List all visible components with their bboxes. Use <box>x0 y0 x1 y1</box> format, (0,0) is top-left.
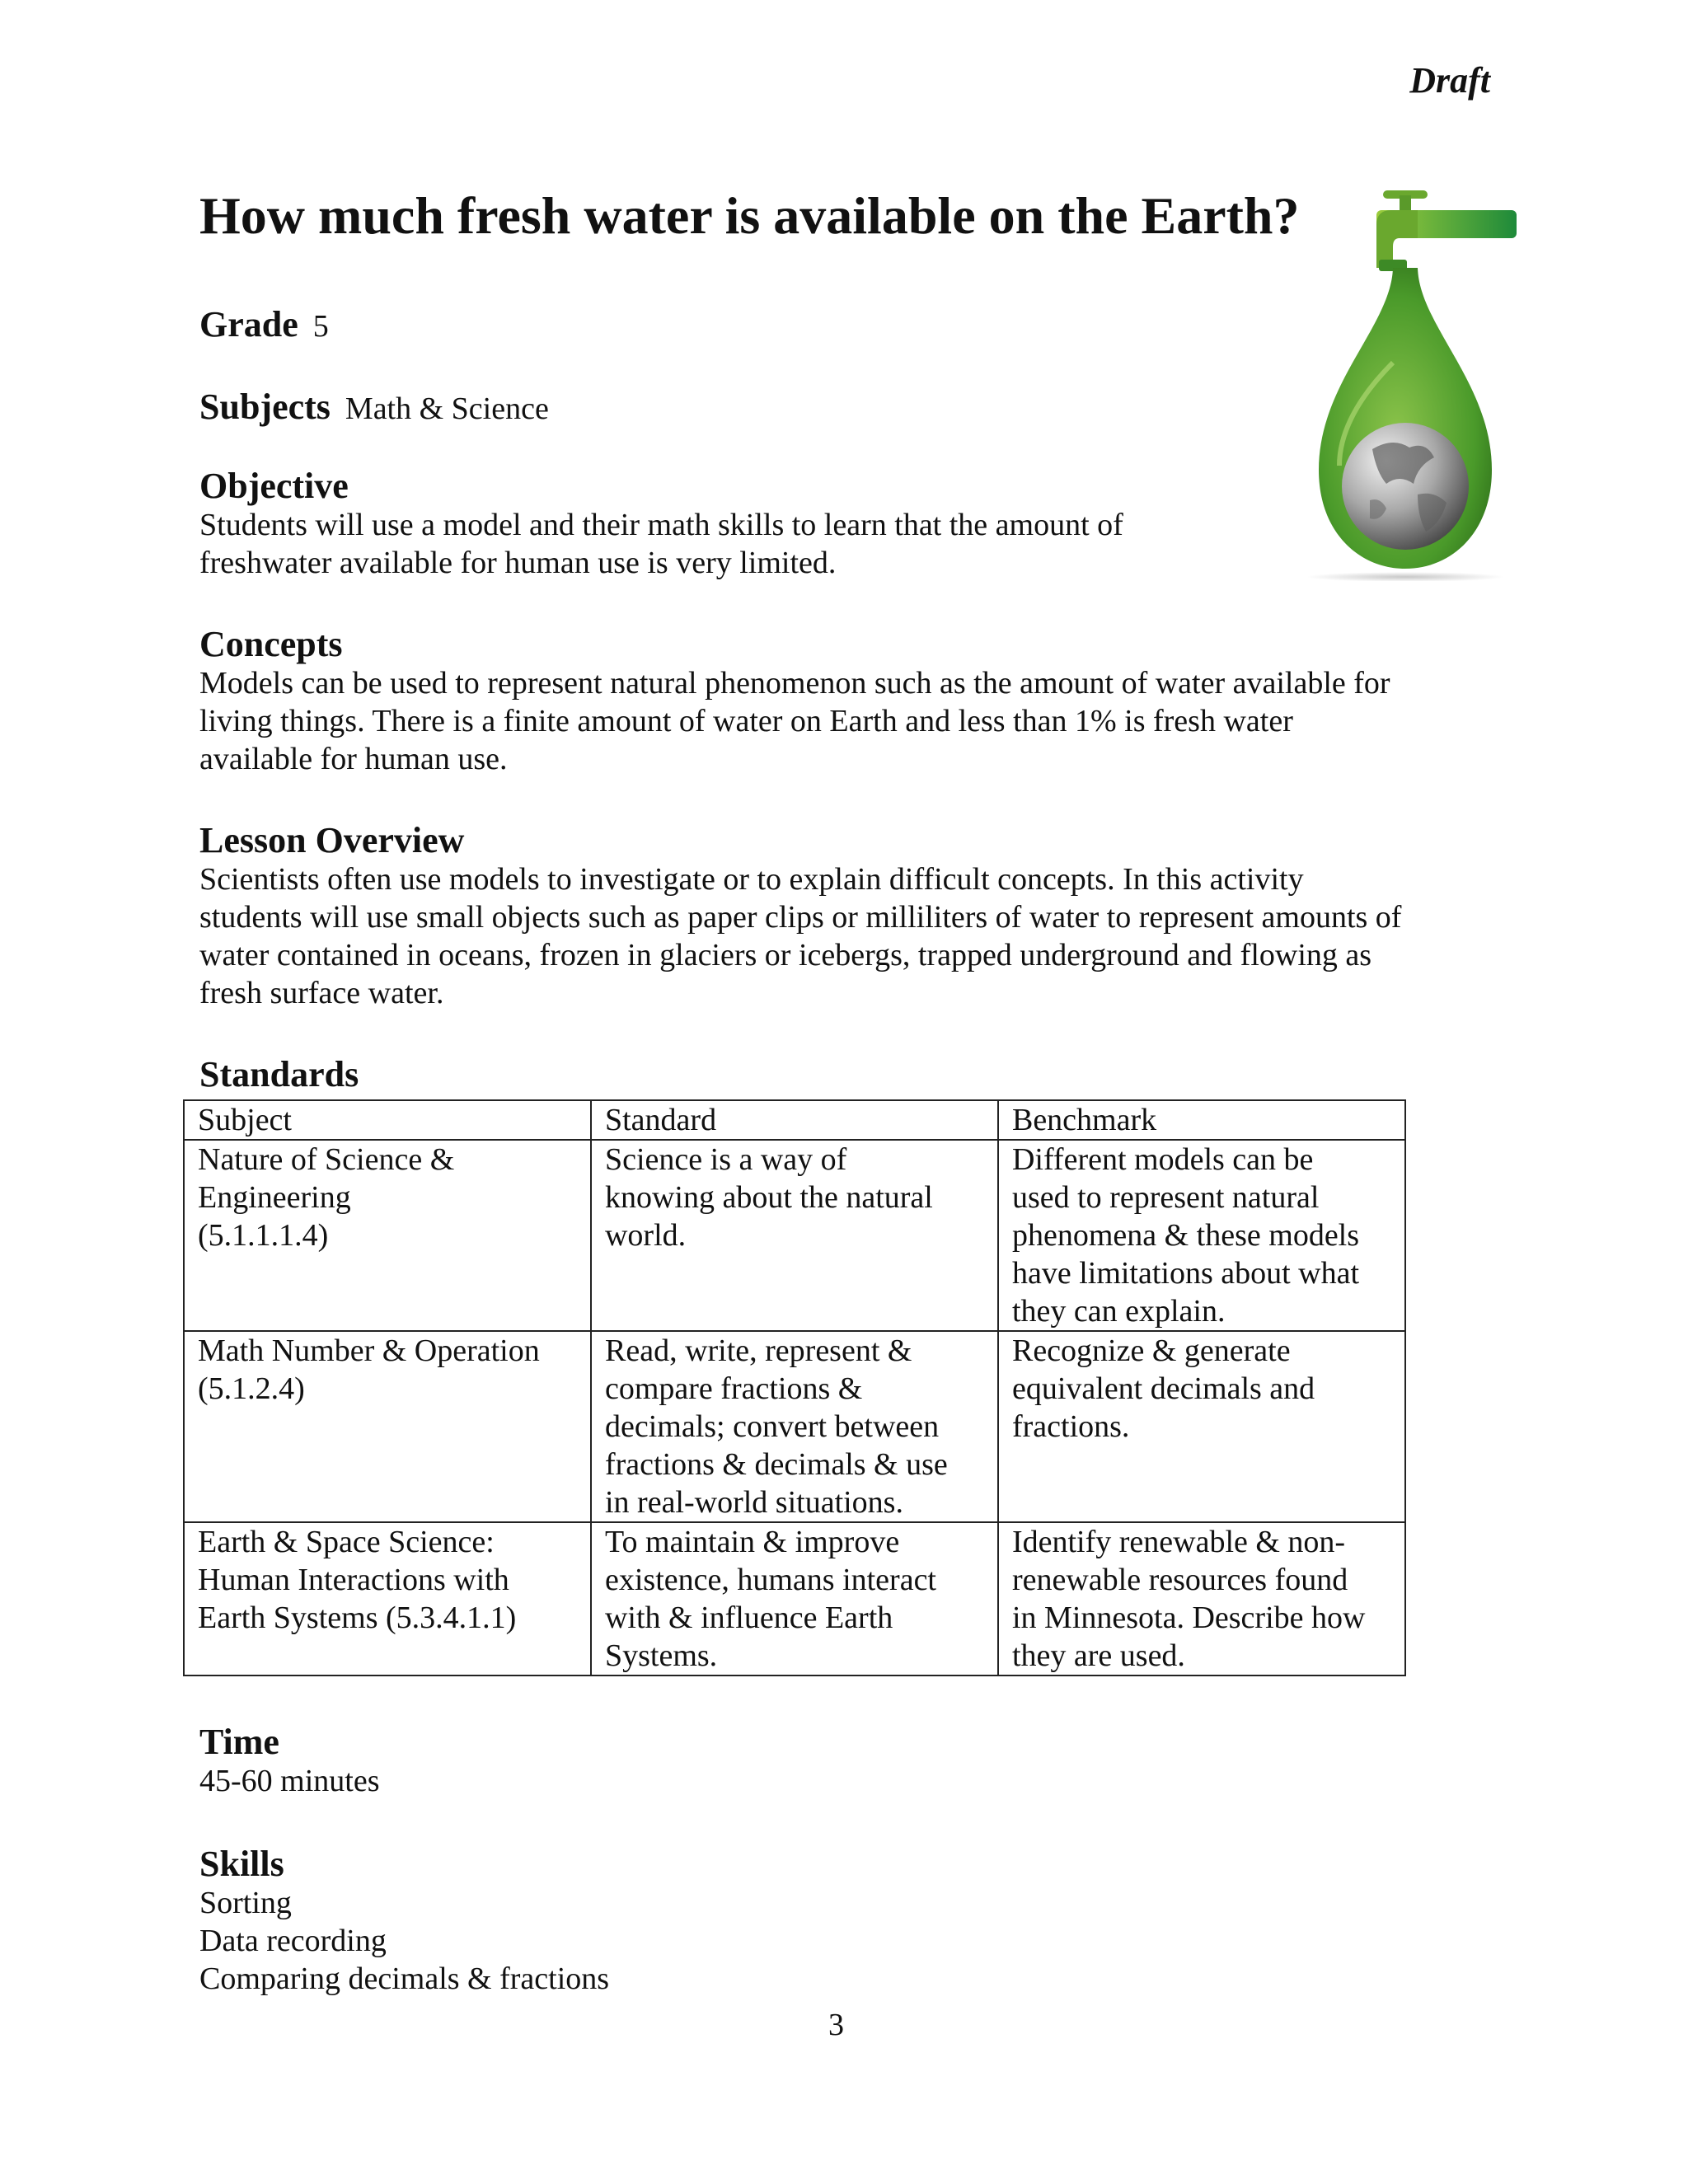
cell-line: (5.1.2.4) <box>198 1371 305 1406</box>
objective-section <box>199 466 1518 582</box>
cell-line: Recognize & generate <box>1011 1333 1291 1368</box>
grade-field <box>199 303 329 345</box>
time-value: 45-60 minutes <box>199 1764 380 1799</box>
standards-table <box>183 1099 1406 1676</box>
subjects-field <box>199 386 549 428</box>
table-cell-subject <box>184 1522 591 1675</box>
cell-line: phenomena & these models <box>1011 1218 1360 1253</box>
concepts-section <box>199 625 1518 778</box>
table-cell-subject <box>184 1140 591 1331</box>
objective-line: Students will use a model and their math skills to learn that the amount of <box>199 508 1123 543</box>
draft-label: Draft <box>1409 60 1490 101</box>
table-cell-benchmark <box>998 1140 1405 1331</box>
list-item: Sorting <box>199 1886 292 1921</box>
cell-line: Identify renewable & non- <box>1011 1525 1346 1559</box>
lesson-overview-line: fresh surface water. <box>199 976 444 1011</box>
standards-heading: Standards <box>199 1054 359 1094</box>
table-cell-standard <box>591 1140 998 1331</box>
cell-line: knowing about the natural <box>604 1180 933 1215</box>
cell-line: used to represent natural <box>1011 1180 1320 1215</box>
cell-line: Earth Systems (5.3.4.1.1) <box>198 1601 517 1635</box>
subjects-value: Math & Science <box>345 391 549 426</box>
page-title: How much fresh water is available on the Earth? <box>199 186 1300 245</box>
cell-line: decimals; convert between <box>604 1409 940 1444</box>
cell-line: To maintain & improve <box>604 1525 900 1559</box>
time-section <box>199 1722 1518 1800</box>
objective-line: freshwater available for human use is very limited. <box>199 546 837 581</box>
table-cell-subject <box>184 1331 591 1522</box>
cell-line: they can explain. <box>1011 1294 1226 1329</box>
list-item: Data recording <box>199 1924 387 1959</box>
time-heading: Time <box>199 1722 279 1762</box>
subjects-label: Subjects <box>199 387 331 427</box>
concepts-line: Models can be used to represent natural phenomenon such as the amount of water available for <box>199 666 1390 701</box>
lesson-overview-line: students will use small objects such as paper clips or milliliters of water to represent amounts of <box>199 900 1402 935</box>
list-item: Comparing decimals & fractions <box>199 1961 610 1997</box>
cell-line: in Minnesota. Describe how <box>1011 1601 1366 1635</box>
table-cell-benchmark <box>998 1331 1405 1522</box>
cell-line: Earth & Space Science: <box>198 1525 495 1559</box>
cell-line: with & influence Earth <box>604 1601 893 1635</box>
lesson-overview-line: water contained in oceans, frozen in glaciers or icebergs, trapped underground and flowing as <box>199 938 1372 973</box>
table-header-row <box>184 1100 1405 1140</box>
table-cell-standard <box>591 1522 998 1675</box>
concepts-heading: Concepts <box>199 624 343 664</box>
cell-line: equivalent decimals and <box>1011 1371 1315 1406</box>
table-cell-benchmark <box>998 1522 1405 1675</box>
lesson-overview-section <box>199 821 1518 1012</box>
concepts-line: living things. There is a finite amount of water on Earth and less than 1% is fresh water <box>199 704 1293 739</box>
lesson-overview-line: Scientists often use models to investigate or to explain difficult concepts. In this activity <box>199 862 1304 898</box>
cell-line: Engineering <box>198 1180 351 1215</box>
cell-line: (5.1.1.1.4) <box>198 1218 329 1253</box>
cell-line: renewable resources found <box>1011 1563 1348 1597</box>
skills-section <box>199 1844 1518 1998</box>
lesson-overview-heading: Lesson Overview <box>199 820 465 860</box>
cell-line: have limitations about what <box>1011 1256 1360 1291</box>
concepts-line: available for human use. <box>199 742 508 777</box>
cell-line: Different models can be <box>1011 1142 1314 1177</box>
table-row <box>184 1331 1405 1522</box>
page-number: 3 <box>828 2008 844 2042</box>
cell-line: Systems. <box>604 1638 718 1673</box>
cell-line: Read, write, represent & <box>604 1333 912 1368</box>
cell-line: in real-world situations. <box>604 1485 903 1520</box>
cell-line: Nature of Science & <box>198 1142 455 1177</box>
cell-line: Math Number & Operation <box>198 1333 540 1368</box>
table-cell-standard <box>591 1331 998 1522</box>
cell-line: existence, humans interact <box>604 1563 936 1597</box>
table-row <box>184 1522 1405 1675</box>
standards-section <box>199 1055 1518 1094</box>
cell-line: Science is a way of <box>604 1142 847 1177</box>
cell-line: world. <box>604 1218 687 1253</box>
column-header: Subject <box>184 1100 591 1140</box>
cell-line: Human Interactions with <box>198 1563 509 1597</box>
column-header: Benchmark <box>998 1100 1405 1140</box>
grade-value: 5 <box>312 309 329 344</box>
cell-line: fractions. <box>1011 1409 1130 1444</box>
cell-line: compare fractions & <box>604 1371 863 1406</box>
table-row <box>184 1140 1405 1331</box>
column-header: Standard <box>591 1100 998 1140</box>
skills-heading: Skills <box>199 1844 284 1884</box>
objective-heading: Objective <box>199 466 349 506</box>
cell-line: they are used. <box>1011 1638 1185 1673</box>
grade-label: Grade <box>199 304 298 344</box>
skills-list <box>199 1884 1518 1998</box>
cell-line: fractions & decimals & use <box>604 1447 948 1482</box>
